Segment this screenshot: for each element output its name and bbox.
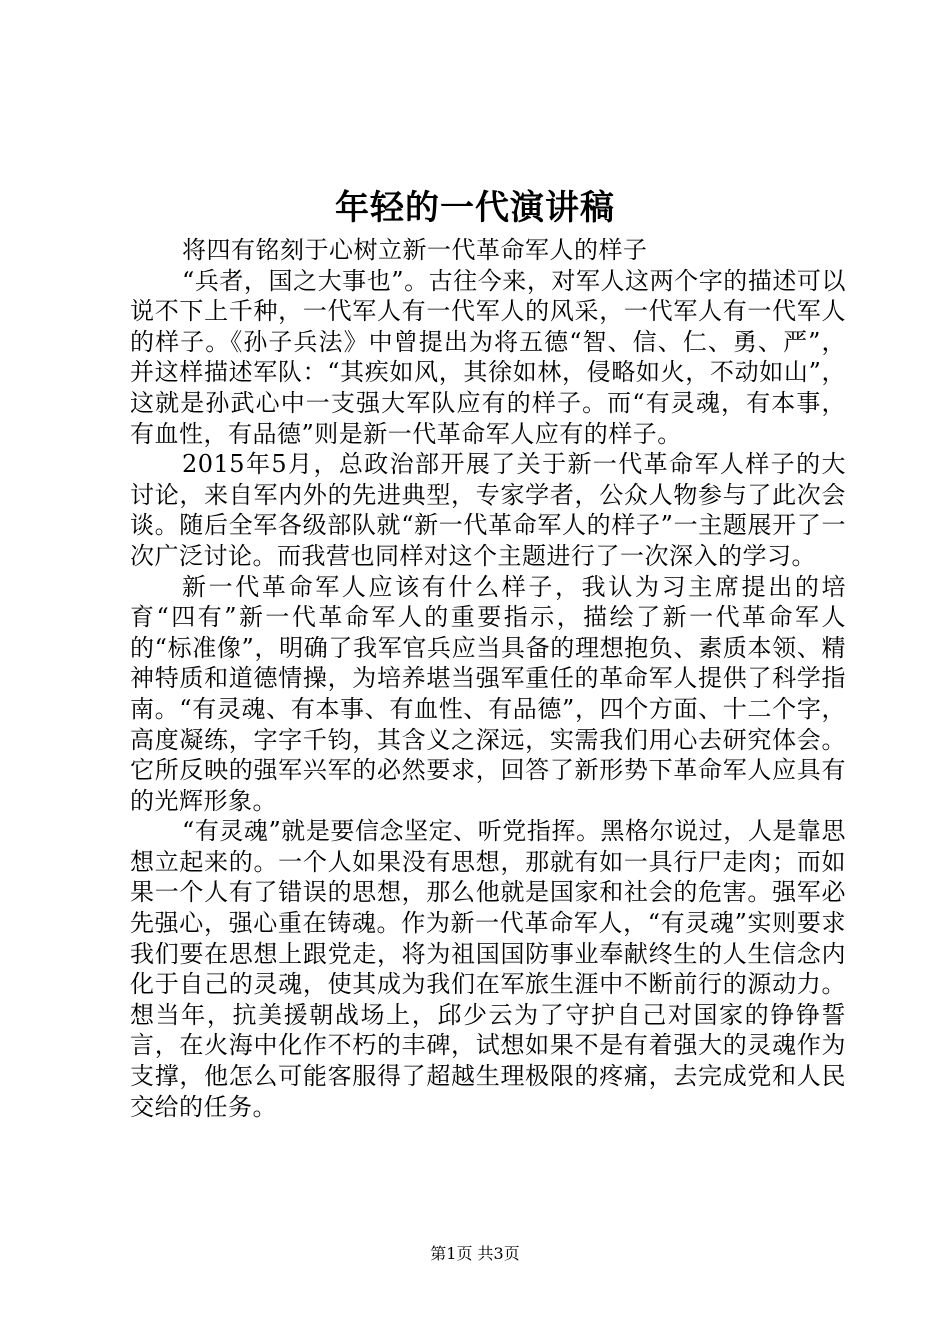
body-paragraph: 2015年5月，总政治部开展了关于新一代革命军人样子的大讨论，来自军内外的先进典型，专家学者，公众人物参与了此次会谈。随后全军各级部队就“新一代革命军人的样子”一主题展开了一次广泛讨论。而我营也同样对这个主题进行了一次深入的学习。 — [130, 450, 846, 570]
page-footer: 第1页 共3页 — [430, 1244, 520, 1263]
document-body — [130, 235, 846, 1122]
body-paragraph: 新一代革命军人应该有什么样子，我认为习主席提出的培育“四有”新一代革命军人的重要指示，描绘了新一代革命军人的“标准像”，明确了我军官兵应当具备的理想抱负、素质本领、精神特质和道德情操，为培养堪当强军重任的革命军人提供了科学指南。“有灵魂、有本事、有血性、有品德”，四个方面、十二个字，高度凝练，字字千钧，其含义之深远，实需我们用心去研究体会。它所反映的强军兴军的必然要求，回答了新形势下革命军人应具有的光辉形象。 — [130, 572, 846, 815]
body-paragraph: “兵者，国之大事也”。古往今来，对军人这两个字的描述可以说不下上千种，一代军人有一代军人的风采，一代军人有一代军人的样子。《孙子兵法》中曾提出为将五德“智、信、仁、勇、严”，并这样描述军队：“其疾如风，其徐如林，侵略如火，不动如山”，这就是孙武心中一支强大军队应有的样子。而“有灵魂，有本事，有血性，有品德”则是新一代革命军人应有的样子。 — [130, 266, 846, 448]
body-paragraph: “有灵魂”就是要信念坚定、听党指挥。黑格尔说过，人是靠思想立起来的。一个人如果没有思想，那就有如一具行尸走肉；而如果一个人有了错误的思想，那么他就是国家和社会的危害。强军必先强心，强心重在铸魂。作为新一代革命军人，“有灵魂”实则要求我们要在思想上跟党走，将为祖国国防事业奉献终生的人生信念内化于自己的灵魂，使其成为我们在军旅生涯中不断前行的源动力。想当年，抗美援朝战场上，邱少云为了守护自己对国家的铮铮誓言，在火海中化作不朽的丰碑，试想如果不是有着强大的灵魂作为支撑，他怎么可能客服得了超越生理极限的疼痛，去完成党和人民交给的任务。 — [130, 817, 846, 1121]
page-title: 年轻的一代演讲稿 — [335, 188, 615, 228]
subtitle-paragraph: 将四有铭刻于心树立新一代革命军人的样子 — [182, 236, 648, 264]
